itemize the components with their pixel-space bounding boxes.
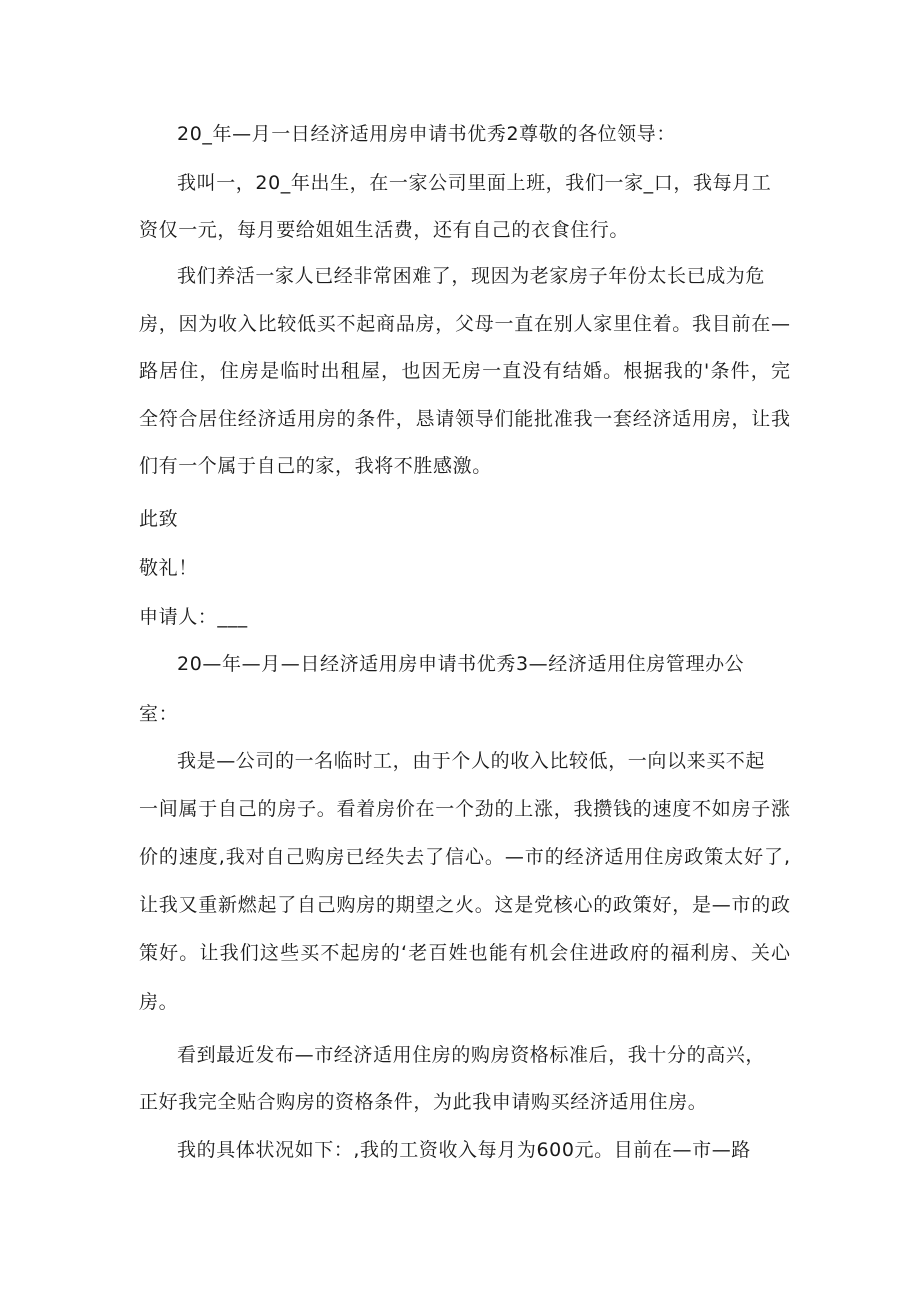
paragraph-line: 我是—公司的一名临时工，由于个人的收入比较低，一向以来买不起 [177,750,766,772]
paragraph-line: 一间属于自己的房子。看着房价在一个劲的上涨，我攒钱的速度不如房子涨 [139,798,790,820]
heading-line-2-continued: 室： [139,703,179,725]
paragraph-line: 价的速度,我对自己购房已经失去了信心。—市的经济适用住房政策太好了, [139,846,790,868]
applicant-line: 申请人：___ [139,606,248,628]
heading-line-1: 20_年—月一日经济适用房申请书优秀2尊敬的各位领导： [177,123,676,145]
paragraph-line: 们有一个属于自己的家，我将不胜感激。 [139,455,492,477]
salutation-line: 敬礼！ [139,557,198,579]
paragraph-line: 房。 [139,991,179,1013]
paragraph-line: 策好。让我们这些买不起房的‘老百姓也能有机会住进政府的福利房、关心 [139,942,790,964]
paragraph-line: 房，因为收入比较低买不起商品房，父母一直在别人家里住着。我目前在— [139,313,790,335]
paragraph-line: 正好我完全贴合购房的资格条件，为此我申请购买经济适用住房。 [139,1091,708,1113]
paragraph-line: 路居住，住房是临时出租屋，也因无房一直没有结婚。根据我的'条件，完 [139,360,790,382]
closing-line: 此致 [139,508,179,530]
paragraph-line: 看到最近发布—市经济适用住房的购房资格标准后，我十分的高兴， [177,1044,766,1066]
heading-line-2: 20—年—月—日经济适用房申请书优秀3—经济适用住房管理办公 [177,653,745,675]
paragraph-line: 资仅一元，每月要给姐姐生活费，还有自己的衣食住行。 [139,219,630,241]
paragraph-line: 我们养活一家人已经非常困难了，现因为老家房子年份太长已成为危 [177,265,766,287]
paragraph-line: 我的具体状况如下：,我的工资收入每月为600元。目前在—市—路 [177,1139,751,1161]
paragraph-line: 让我又重新燃起了自己购房的期望之火。这是党核心的政策好，是—市的政 [139,894,790,916]
paragraph-line: 我叫一，20_年出生，在一家公司里面上班，我们一家_口，我每月工 [177,172,772,194]
paragraph-line: 全符合居住经济适用房的条件，恳请领导们能批准我一套经济适用房，让我 [139,408,790,430]
